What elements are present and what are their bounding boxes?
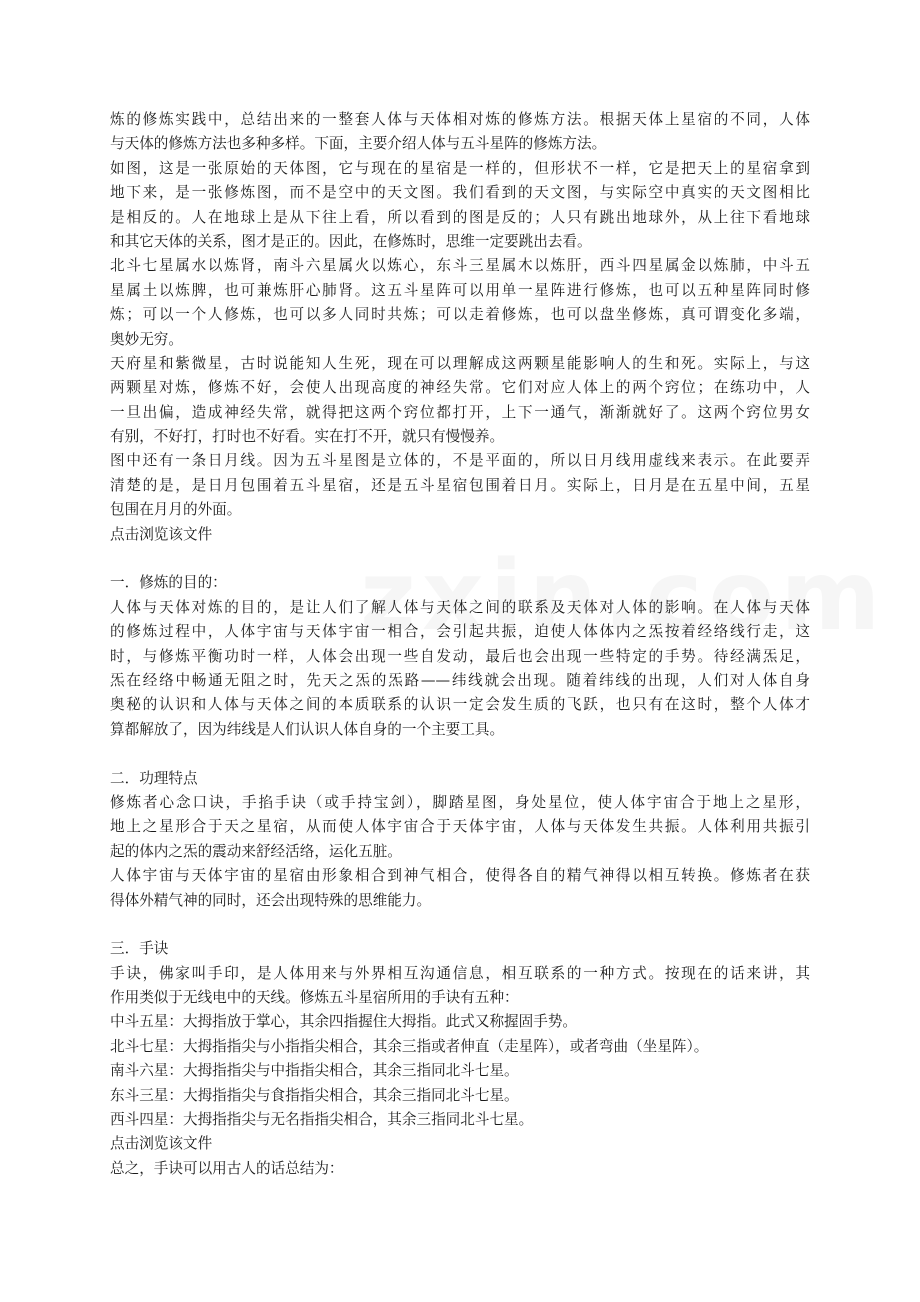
text-line: 炁在经络中畅通无阻之时，先天之炁的炁路——纬线就会出现。随着纬线的出现，人们对人体自身 — [110, 671, 810, 689]
text-line: 与天体的修炼方法也多种多样。下面，主要介绍人体与五斗星阵的修炼方法。 — [110, 135, 607, 153]
closing-line: 总之，手诀可以用古人的话总结为： — [110, 1159, 344, 1177]
text-line: 炼；可以一个人修炼，也可以多人同时共炼；可以走着修炼，也可以盘坐修炼，真可谓变化多端， — [110, 306, 810, 324]
browse-file-link[interactable]: 点击浏览该文件 — [110, 1135, 213, 1153]
list-item: 南斗六星：大拇指指尖与中指指尖相合，其余三指同北斗七星。 — [110, 1062, 519, 1080]
text-line: 星属土以炼脾，也可兼炼肝心肺肾。这五斗星阵可以用单一星阵进行修炼，也可以五种星阵同时修 — [110, 281, 810, 299]
text-line: 和其它天体的关系，图才是正的。因此，在修炼时，思维一定要跳出去看。 — [110, 232, 592, 250]
text-line: 地上之星形合于天之星宿，从而使人体宇宙合于天体宇宙，人体与天体发生共振。人体利用共振引 — [110, 818, 810, 836]
list-item: 东斗三星：大拇指指尖与食指指尖相合，其余三指同北斗七星。 — [110, 1086, 519, 1104]
text-line: 奥秘的认识和人体与天体之间的本质联系的认识一定会发生质的飞跃，也只有在这时，整个人体才 — [110, 696, 810, 714]
blank-line — [110, 913, 810, 937]
text-line: 起的体内之炁的震动来舒经活络，运化五脏。 — [110, 842, 402, 860]
section-hand-seals — [110, 937, 810, 1132]
list-item: 北斗七星：大拇指指尖与小指指尖相合，其余三指或者伸直（走星阵），或者弯曲（坐星阵）。 — [110, 1037, 709, 1055]
text-line: 手诀，佛家叫手印，是人体用来与外界相互沟通信息，相互联系的一种方式。按现在的话来讲，其 — [110, 964, 810, 982]
text-line: 得体外精气神的同时，还会出现特殊的思维能力。 — [110, 891, 432, 909]
text-line: 是相反的。人在地球上是从下往上看，所以看到的图是反的；人只有跳出地球外，从上往下看地球 — [110, 208, 810, 226]
text-line: 时，与修炼平衡功时一样，人体会出现一些自发动，最后也会出现一些特定的手势。待经满炁足， — [110, 647, 810, 665]
text-line: 天府星和紫微星，古时说能知人生死，现在可以理解成这两颗星能影响人的生和死。实际上，与这 — [110, 354, 810, 372]
text-line: 的修炼过程中，人体宇宙与天体宇宙一相合，会引起共振，迫使人体体内之炁按着经络线行走，这 — [110, 623, 810, 641]
blank-line — [110, 547, 810, 571]
text-line: 炼的修炼实践中，总结出来的一整套人体与天体相对炼的修炼方法。根据天体上星宿的不同，人体 — [110, 111, 810, 128]
text-line: 人体宇宙与天体宇宙的星宿由形象相合到神气相合，使得各自的精气神得以相互转换。修炼者在获 — [110, 867, 810, 885]
text-line: 图中还有一条日月线。因为五斗星图是立体的，不是平面的，所以日月线用虚线来表示。在此要弄 — [110, 452, 810, 470]
text-line: 人体与天体对炼的目的，是让人们了解人体与天体之间的联系及天体对人体的影响。在人体与天体 — [110, 598, 810, 616]
browse-file-link[interactable]: 点击浏览该文件 — [110, 525, 213, 543]
text-line: 两颗星对炼，修炼不好，会使人出现高度的神经失常。它们对应人体上的两个窍位；在练功中，人 — [110, 379, 810, 397]
text-line: 包围在月月的外面。 — [110, 501, 242, 519]
section-principles — [110, 767, 810, 913]
text-line: 修炼者心念口诀，手掐手诀（或手持宝剑），脚踏星图，身处星位，使人体宇宙合于地上之星形， — [110, 793, 810, 811]
paragraph-five-stars — [110, 254, 810, 352]
list-item: 中斗五星：大拇指放于掌心，其余四指握住大拇指。此式又称握固手势。 — [110, 1013, 578, 1031]
paragraph-tianfu-ziwei — [110, 352, 810, 450]
section-heading: 一．修炼的目的： — [110, 574, 227, 592]
text-line: 地下来，是一张修炼图，而不是空中的天文图。我们看到的天文图，与实际空中真实的天文图相比 — [110, 184, 810, 202]
paragraph-sun-moon-line — [110, 449, 810, 522]
paragraph-intro — [110, 108, 810, 157]
text-line: 奥妙无穷。 — [110, 330, 183, 348]
section-purpose — [110, 571, 810, 742]
section-heading: 三．手诀 — [110, 940, 169, 958]
text-line: 北斗七星属水以炼肾，南斗六星属火以炼心，东斗三星属木以炼肝，西斗四星属金以炼肺，中斗五 — [110, 257, 810, 275]
blank-line — [110, 742, 810, 766]
section-heading: 二．功理特点 — [110, 769, 198, 787]
text-line: 如图，这是一张原始的天体图，它与现在的星宿是一样的，但形状不一样，它是把天上的星宿拿到 — [110, 159, 810, 177]
list-item: 西斗四星：大拇指指尖与无名指指尖相合，其余三指同北斗七星。 — [110, 1111, 534, 1129]
paragraph-star-map — [110, 157, 810, 255]
document-body — [110, 108, 810, 1181]
text-line: 有别，不好打，打时也不好看。实在打不开，就只有慢慢养。 — [110, 428, 505, 446]
text-line: 作用类似于无线电中的天线。修炼五斗星宿所用的手诀有五种： — [110, 989, 519, 1007]
text-line: 清楚的是，是日月包围着五斗星宿，还是五斗星宿包围着日月。实际上，日月是在五星中间，五星 — [110, 476, 810, 494]
text-line: 一旦出偏，造成神经失常，就得把这两个窍位都打开，上下一通气，渐渐就好了。这两个窍位男女 — [110, 403, 810, 421]
text-line: 算都解放了，因为纬线是人们认识人体自身的一个主要工具。 — [110, 720, 505, 738]
